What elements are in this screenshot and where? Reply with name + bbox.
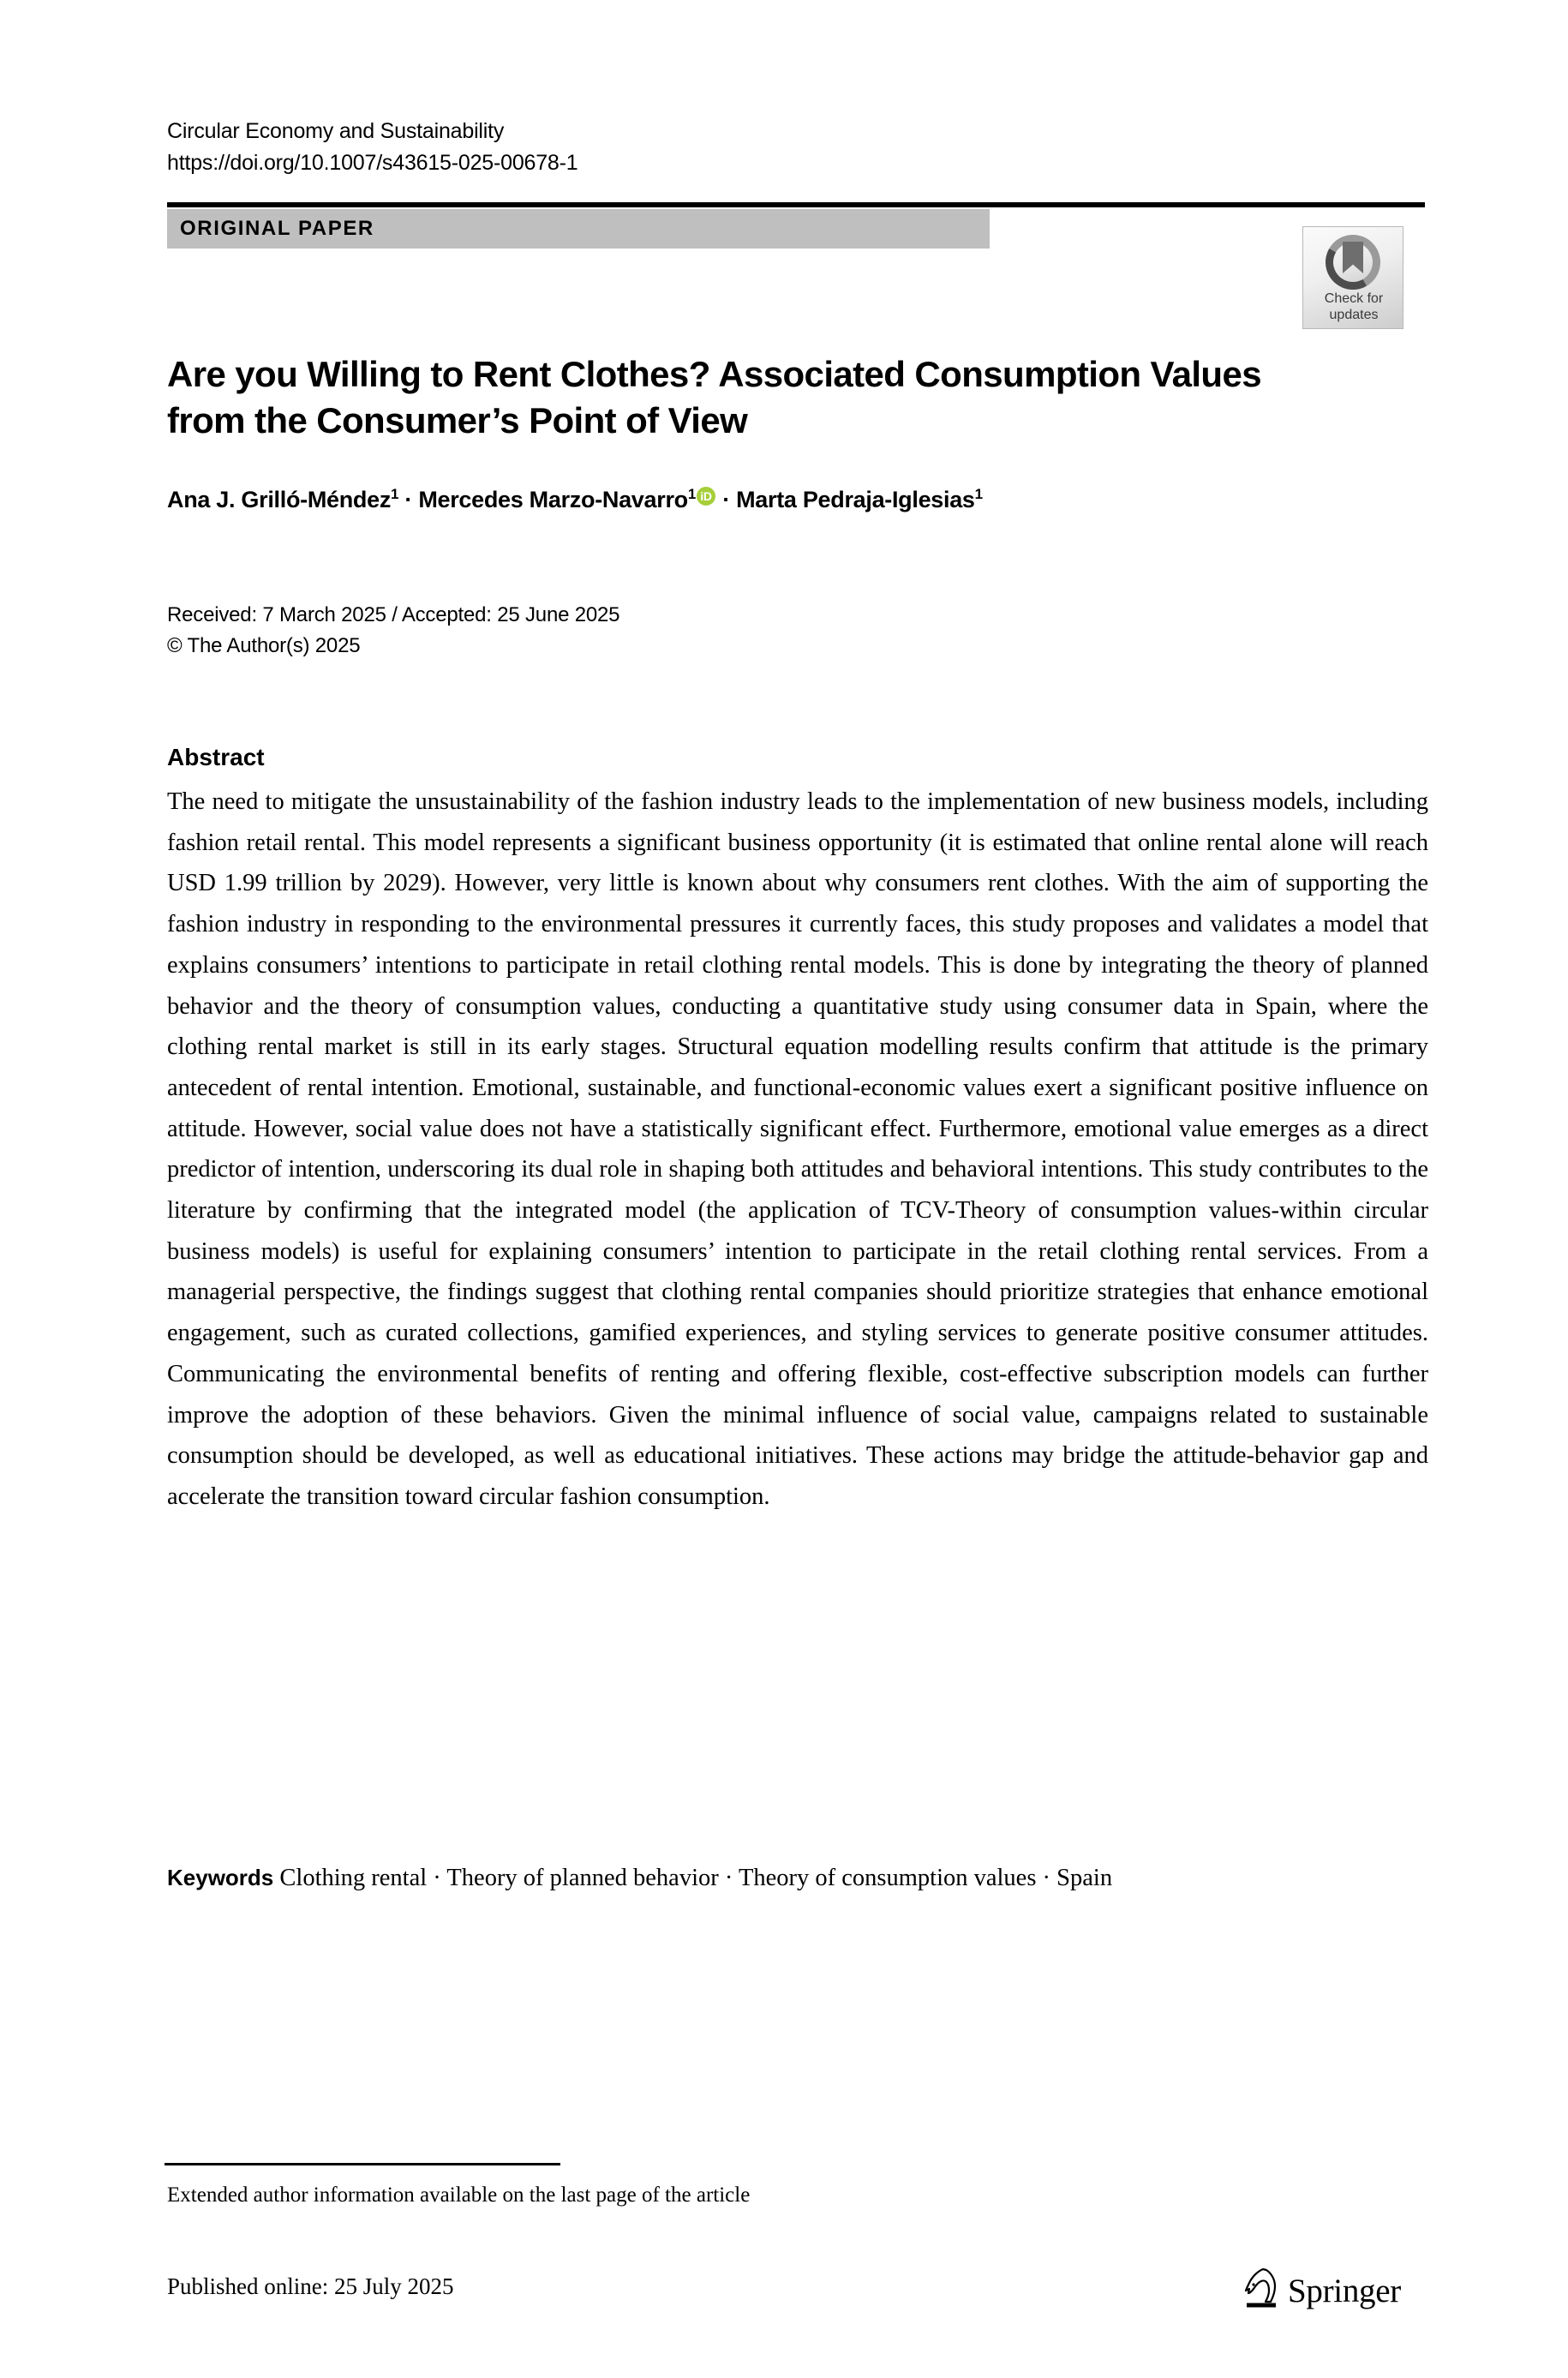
author-name-1: Ana J. Grilló-Méndez (167, 487, 392, 512)
page-title: Are you Willing to Rent Clothes? Associated Consumption Values from the Consumer’s Point of View (167, 354, 1262, 441)
journal-doi[interactable]: https://doi.org/10.1007/s43615-025-00678-1 (167, 151, 578, 175)
footnote-text: Extended author information available on the last page of the article (167, 2183, 751, 2207)
header-divider-rule (167, 202, 1425, 207)
keywords-terms: Clothing rental · Theory of planned behavior · Theory of consumption values · Spain (279, 1865, 1113, 1891)
author-name-3: Marta Pedraja-Iglesias (736, 487, 975, 512)
check-for-updates-badge[interactable] (1302, 226, 1403, 329)
paper-type-label: ORIGINAL PAPER (180, 217, 374, 240)
author-affiliation-mark-3: 1 (974, 486, 983, 502)
springer-knight-icon (1242, 2267, 1281, 2314)
abstract-body: The need to mitigate the unsustainability of the fashion industry leads to the implementation of new business models, including fashion retail rental. This model represents a significant business opportunity (it is estimated that online rental alone will reach USD 1.99 trillion by 2029). However, very little is known about why consumers rent clothes. With the aim of supporting the fashion industry in responding to the environmental pressures it currently faces, this study proposes and validates a model that explains consumers’ intentions to participate in retail clothing rental models. This is done by integrating the theory of planned behavior and the theory of consumption values, conducting a quantitative study using consumer data in Spain, where the clothing rental market is still in its early stages. Structural equation modelling results confirm that attitude is the primary antecedent of rental intention. Emotional, sustainable, and functional-economic values exert a significant positive influence on attitude. However, social value does not have a statistically significant effect. Furthermore, emotional value emerges as a direct predictor of intention, underscoring its dual role in shaping both attitudes and behavioral intentions. This study contributes to the literature by confirming that the integrated model (the application of TCV-Theory of consumption values-within circular business models) is useful for explaining consumers’ intention to participate in the retail clothing rental services. From a managerial perspective, the findings suggest that clothing rental companies should prioritize strategies that enhance emotional engagement, such as curated collections, gamified experiences, and styling services to generate positive consumer attitudes. Communicating the environmental benefits of renting and offering flexible, cost-effective subscription models can further improve the adoption of these behaviors. Given the minimal influence of social value, campaigns related to sustainable consumption should be developed, as well as educational initiatives. These actions may bridge the attitude-behavior gap and accelerate the transition toward circular fashion consumption. (167, 788, 1428, 1510)
check-for-updates-text (1303, 291, 1404, 323)
keywords-section (167, 1858, 1307, 1898)
copyright-line: © The Author(s) 2025 (167, 634, 361, 657)
author-separator-1: · (398, 487, 419, 512)
springer-wordmark: Springer (1288, 2272, 1401, 2309)
journal-header (167, 116, 1195, 179)
author-name-2: Mercedes Marzo-Navarro (418, 487, 688, 512)
published-online-line: Published online: 25 July 2025 (167, 2273, 454, 2299)
footnote-divider-rule (165, 2163, 560, 2165)
journal-name: Circular Economy and Sustainability (167, 119, 505, 143)
author-affiliation-mark-2: 1 (687, 486, 696, 502)
publication-dates (167, 600, 1110, 662)
crossmark-icon (1326, 235, 1380, 290)
orcid-icon[interactable] (697, 487, 715, 506)
crossmark-line-2: updates (1329, 308, 1379, 322)
keywords-label: Keywords (167, 1865, 274, 1890)
abstract-heading: Abstract (167, 744, 265, 770)
orcid-icon-label: iD (700, 489, 712, 503)
crossmark-line-1: Check for (1324, 291, 1384, 306)
author-affiliation-mark-1: 1 (391, 486, 399, 502)
springer-logo (1242, 2264, 1430, 2317)
author-list (167, 482, 1427, 517)
author-separator-2: · (716, 487, 737, 512)
received-accepted-line: Received: 7 March 2025 / Accepted: 25 June 2025 (167, 603, 620, 626)
